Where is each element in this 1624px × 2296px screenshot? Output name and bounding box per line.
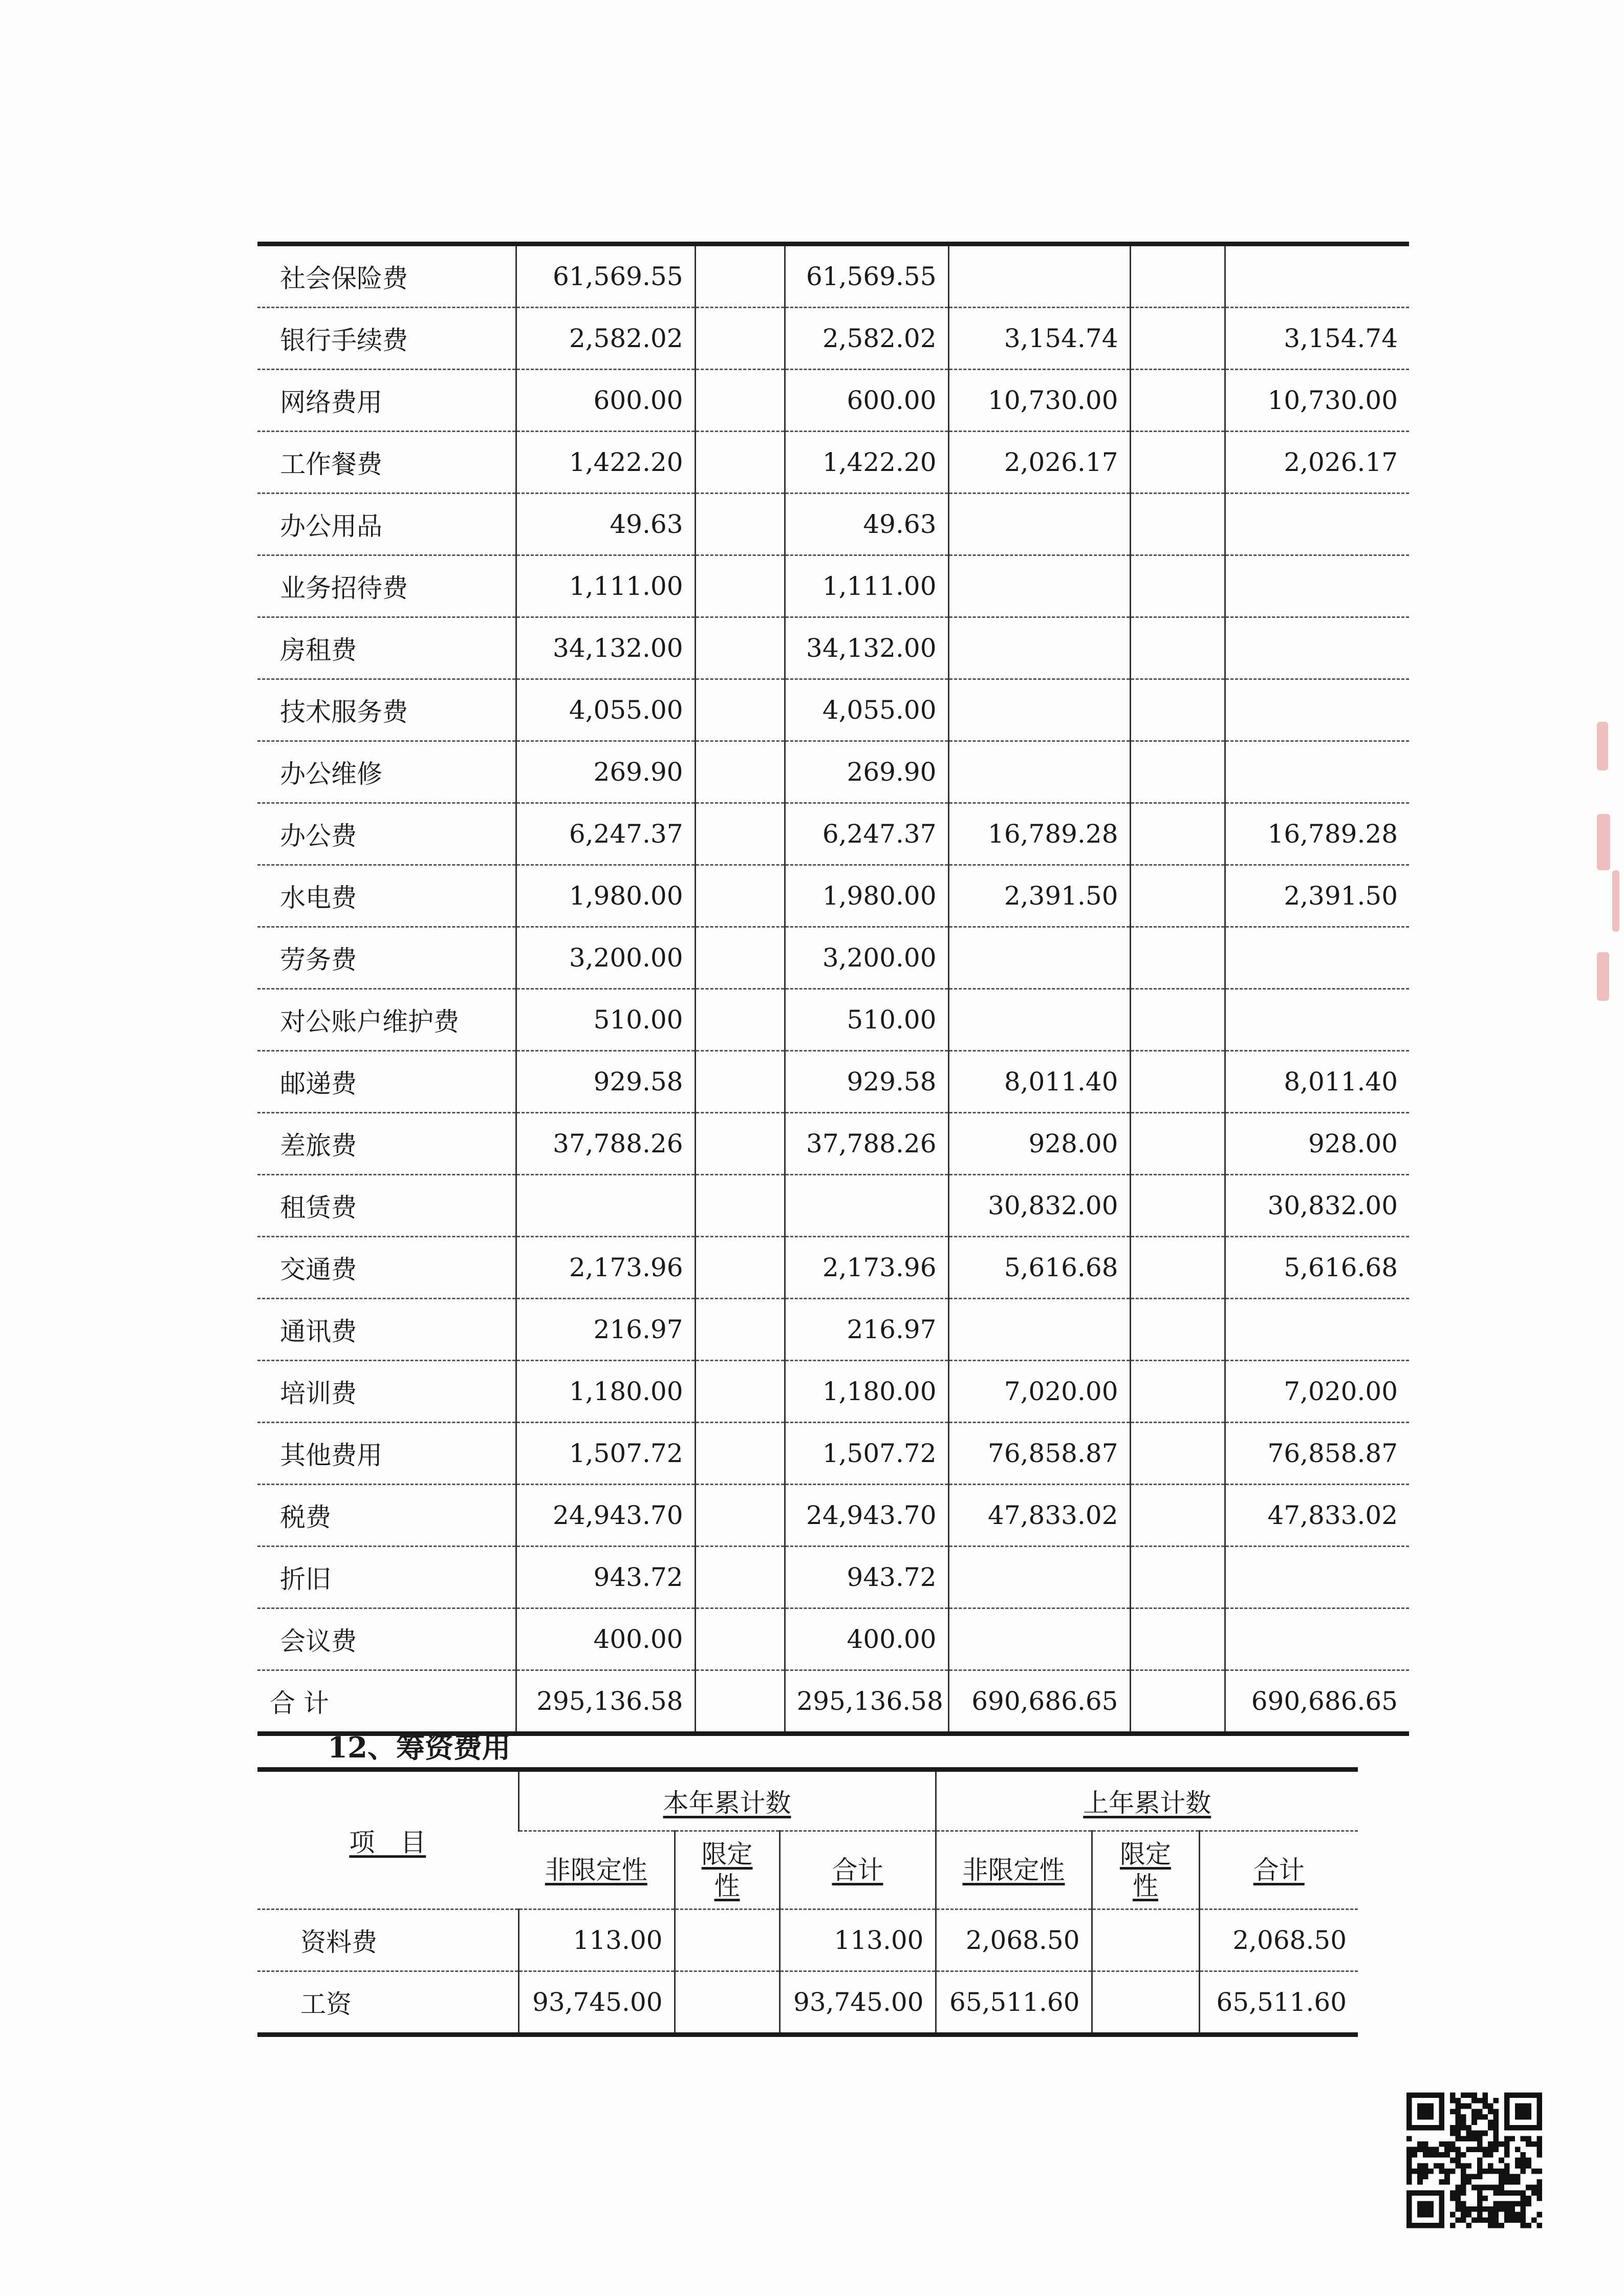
seal-fragment <box>1597 722 1608 770</box>
previous-total-cell <box>1225 741 1409 803</box>
previous-total-cell <box>1225 244 1409 308</box>
previous-total-cell <box>1225 679 1409 741</box>
current-total-cell: 1,180.00 <box>785 1361 948 1423</box>
current-unrestricted-cell: 2,582.02 <box>516 308 695 370</box>
expense-row <box>257 308 1409 370</box>
current-restricted-cell <box>675 1971 779 2035</box>
previous-unrestricted-cell: 16,789.28 <box>948 803 1130 865</box>
item-cell: 租赁费 <box>257 1175 516 1237</box>
previous-unrestricted-cell <box>948 679 1130 741</box>
current-restricted-cell <box>695 1299 785 1361</box>
previous-restricted-cell <box>1130 1608 1225 1670</box>
current-total-cell: 1,507.72 <box>785 1423 948 1485</box>
current-restricted-cell <box>695 679 785 741</box>
previous-total-cell: 10,730.00 <box>1225 370 1409 432</box>
current-unrestricted-cell: 113.00 <box>518 1909 675 1971</box>
current-total-cell: 1,111.00 <box>785 555 948 617</box>
previous-total-cell: 690,686.65 <box>1225 1670 1409 1734</box>
previous-restricted-cell <box>1130 803 1225 865</box>
previous-restricted-cell <box>1130 493 1225 555</box>
previous-unrestricted-cell: 30,832.00 <box>948 1175 1130 1237</box>
expense-row <box>257 555 1409 617</box>
previous-unrestricted-cell: 690,686.65 <box>948 1670 1130 1734</box>
current-total-cell: 93,745.00 <box>779 1971 936 2035</box>
previous-unrestricted-cell: 3,154.74 <box>948 308 1130 370</box>
previous-total-cell: 2,026.17 <box>1225 432 1409 493</box>
current-unrestricted-cell: 1,980.00 <box>516 865 695 927</box>
previous-restricted-cell <box>1130 370 1225 432</box>
previous-restricted-cell <box>1130 927 1225 989</box>
previous-total-cell: 5,616.68 <box>1225 1237 1409 1299</box>
current-restricted-cell <box>695 1175 785 1237</box>
previous-restricted-cell <box>1092 1971 1199 2035</box>
financing-expense-table <box>257 1767 1358 2037</box>
previous-unrestricted-cell: 47,833.02 <box>948 1485 1130 1547</box>
expense-row <box>257 244 1409 308</box>
current-restricted-cell <box>695 1423 785 1485</box>
previous-total-cell: 2,391.50 <box>1225 865 1409 927</box>
current-unrestricted-cell: 929.58 <box>516 1051 695 1113</box>
previous-total-cell <box>1225 617 1409 679</box>
previous-total-cell <box>1225 1547 1409 1608</box>
expense-row <box>257 1237 1409 1299</box>
previous-total-cell <box>1225 555 1409 617</box>
previous-restricted-cell <box>1130 432 1225 493</box>
seal-fragment <box>1612 870 1619 932</box>
current-restricted-cell <box>695 1670 785 1734</box>
expense-row <box>257 803 1409 865</box>
item-cell: 办公用品 <box>257 493 516 555</box>
previous-restricted-cell <box>1130 1670 1225 1734</box>
item-cell: 办公维修 <box>257 741 516 803</box>
current-unrestricted-cell: 269.90 <box>516 741 695 803</box>
current-restricted-cell <box>695 1547 785 1608</box>
previous-unrestricted-cell <box>948 1608 1130 1670</box>
expense-row <box>257 679 1409 741</box>
item-cell: 网络费用 <box>257 370 516 432</box>
previous-restricted-cell <box>1130 679 1225 741</box>
previous-unrestricted-cell <box>948 927 1130 989</box>
current-restricted-cell <box>695 432 785 493</box>
previous-unrestricted-cell <box>948 555 1130 617</box>
header-item: 项 目 <box>257 1770 518 1909</box>
item-cell: 培训费 <box>257 1361 516 1423</box>
current-unrestricted-cell: 295,136.58 <box>516 1670 695 1734</box>
header-previous-year: 上年累计数 <box>936 1770 1358 1831</box>
item-cell: 对公账户维护费 <box>257 989 516 1051</box>
expense-row <box>257 1299 1409 1361</box>
previous-restricted-cell <box>1130 1237 1225 1299</box>
previous-restricted-cell <box>1130 1175 1225 1237</box>
current-total-cell: 4,055.00 <box>785 679 948 741</box>
current-restricted-cell <box>695 1361 785 1423</box>
current-total-cell: 24,943.70 <box>785 1485 948 1547</box>
current-unrestricted-cell: 37,788.26 <box>516 1113 695 1175</box>
previous-restricted-cell <box>1130 1547 1225 1608</box>
current-total-cell: 943.72 <box>785 1547 948 1608</box>
current-unrestricted-cell: 24,943.70 <box>516 1485 695 1547</box>
previous-total-cell <box>1225 1608 1409 1670</box>
current-total-cell: 1,422.20 <box>785 432 948 493</box>
current-restricted-cell <box>695 865 785 927</box>
previous-total-cell: 928.00 <box>1225 1113 1409 1175</box>
item-cell: 劳务费 <box>257 927 516 989</box>
previous-total-cell <box>1225 1299 1409 1361</box>
header-prev-unrestricted: 非限定性 <box>936 1831 1092 1909</box>
previous-restricted-cell <box>1130 865 1225 927</box>
section-title: 12、筹资费用 <box>328 1731 511 1765</box>
current-total-cell: 113.00 <box>779 1909 936 1971</box>
current-total-cell: 600.00 <box>785 370 948 432</box>
current-restricted-cell <box>695 244 785 308</box>
current-restricted-cell <box>695 803 785 865</box>
previous-total-cell: 16,789.28 <box>1225 803 1409 865</box>
expense-row <box>257 1608 1409 1670</box>
current-unrestricted-cell: 61,569.55 <box>516 244 695 308</box>
expense-row <box>257 1113 1409 1175</box>
expense-row <box>257 741 1409 803</box>
previous-unrestricted-cell: 2,068.50 <box>936 1909 1092 1971</box>
item-cell: 会议费 <box>257 1608 516 1670</box>
current-total-cell <box>785 1175 948 1237</box>
expense-row <box>257 1547 1409 1608</box>
current-unrestricted-cell <box>516 1175 695 1237</box>
previous-unrestricted-cell: 10,730.00 <box>948 370 1130 432</box>
financing-row <box>257 1971 1358 2035</box>
previous-total-cell: 47,833.02 <box>1225 1485 1409 1547</box>
header-current-year: 本年累计数 <box>518 1770 936 1831</box>
previous-unrestricted-cell <box>948 493 1130 555</box>
current-restricted-cell <box>695 989 785 1051</box>
seal-fragment <box>1597 952 1609 1001</box>
expense-row <box>257 1051 1409 1113</box>
expense-row <box>257 927 1409 989</box>
current-restricted-cell <box>695 555 785 617</box>
previous-total-cell <box>1225 493 1409 555</box>
header-cur-total: 合计 <box>779 1831 936 1909</box>
current-restricted-cell <box>695 617 785 679</box>
seal-fragment <box>1597 814 1610 870</box>
expense-row <box>257 989 1409 1051</box>
previous-unrestricted-cell: 76,858.87 <box>948 1423 1130 1485</box>
header-row-groups <box>257 1770 1358 1831</box>
current-unrestricted-cell: 400.00 <box>516 1608 695 1670</box>
previous-unrestricted-cell: 5,616.68 <box>948 1237 1130 1299</box>
previous-restricted-cell <box>1130 1051 1225 1113</box>
current-total-cell: 37,788.26 <box>785 1113 948 1175</box>
current-total-cell: 34,132.00 <box>785 617 948 679</box>
current-unrestricted-cell: 600.00 <box>516 370 695 432</box>
previous-unrestricted-cell <box>948 1299 1130 1361</box>
previous-total-cell: 8,011.40 <box>1225 1051 1409 1113</box>
previous-restricted-cell <box>1130 989 1225 1051</box>
previous-unrestricted-cell <box>948 244 1130 308</box>
expense-row <box>257 1670 1409 1734</box>
current-total-cell: 1,980.00 <box>785 865 948 927</box>
current-unrestricted-cell: 34,132.00 <box>516 617 695 679</box>
previous-unrestricted-cell <box>948 989 1130 1051</box>
expense-row <box>257 1423 1409 1485</box>
previous-unrestricted-cell: 65,511.60 <box>936 1971 1092 2035</box>
item-cell: 技术服务费 <box>257 679 516 741</box>
expense-row <box>257 432 1409 493</box>
previous-restricted-cell <box>1130 617 1225 679</box>
current-total-cell: 269.90 <box>785 741 948 803</box>
expense-row <box>257 1485 1409 1547</box>
previous-restricted-cell <box>1130 244 1225 308</box>
previous-restricted-cell <box>1130 741 1225 803</box>
current-unrestricted-cell: 1,180.00 <box>516 1361 695 1423</box>
current-total-cell: 216.97 <box>785 1299 948 1361</box>
previous-restricted-cell <box>1130 308 1225 370</box>
previous-unrestricted-cell: 2,391.50 <box>948 865 1130 927</box>
current-total-cell: 2,582.02 <box>785 308 948 370</box>
current-unrestricted-cell: 3,200.00 <box>516 927 695 989</box>
header-cur-restricted: 限定 性 <box>675 1831 779 1909</box>
current-restricted-cell <box>695 927 785 989</box>
current-unrestricted-cell: 943.72 <box>516 1547 695 1608</box>
previous-unrestricted-cell: 7,020.00 <box>948 1361 1130 1423</box>
qr-code-icon <box>1406 2091 1542 2229</box>
item-cell: 资料费 <box>257 1909 518 1971</box>
expense-row <box>257 370 1409 432</box>
previous-restricted-cell <box>1130 1485 1225 1547</box>
current-total-cell: 61,569.55 <box>785 244 948 308</box>
current-total-cell: 295,136.58 <box>785 1670 948 1734</box>
previous-restricted-cell <box>1130 555 1225 617</box>
current-restricted-cell <box>695 1113 785 1175</box>
item-cell: 通讯费 <box>257 1299 516 1361</box>
expense-table <box>257 242 1409 1736</box>
previous-total-cell <box>1225 927 1409 989</box>
item-cell: 差旅费 <box>257 1113 516 1175</box>
current-total-cell: 49.63 <box>785 493 948 555</box>
current-unrestricted-cell: 4,055.00 <box>516 679 695 741</box>
previous-unrestricted-cell: 928.00 <box>948 1113 1130 1175</box>
expense-row <box>257 1361 1409 1423</box>
current-restricted-cell <box>695 493 785 555</box>
current-total-cell: 6,247.37 <box>785 803 948 865</box>
current-restricted-cell <box>695 1608 785 1670</box>
previous-total-cell: 7,020.00 <box>1225 1361 1409 1423</box>
current-restricted-cell <box>675 1909 779 1971</box>
expense-row <box>257 1175 1409 1237</box>
previous-unrestricted-cell: 8,011.40 <box>948 1051 1130 1113</box>
previous-total-cell: 3,154.74 <box>1225 308 1409 370</box>
current-unrestricted-cell: 2,173.96 <box>516 1237 695 1299</box>
current-unrestricted-cell: 510.00 <box>516 989 695 1051</box>
current-total-cell: 400.00 <box>785 1608 948 1670</box>
previous-unrestricted-cell: 2,026.17 <box>948 432 1130 493</box>
current-restricted-cell <box>695 370 785 432</box>
expense-row <box>257 865 1409 927</box>
previous-unrestricted-cell <box>948 1547 1130 1608</box>
current-unrestricted-cell: 49.63 <box>516 493 695 555</box>
item-cell: 银行手续费 <box>257 308 516 370</box>
previous-restricted-cell <box>1130 1423 1225 1485</box>
expense-row <box>257 617 1409 679</box>
item-cell: 办公费 <box>257 803 516 865</box>
previous-unrestricted-cell <box>948 741 1130 803</box>
current-unrestricted-cell: 1,507.72 <box>516 1423 695 1485</box>
financing-row <box>257 1909 1358 1971</box>
expense-row <box>257 493 1409 555</box>
current-total-cell: 929.58 <box>785 1051 948 1113</box>
previous-restricted-cell <box>1130 1113 1225 1175</box>
item-cell: 折旧 <box>257 1547 516 1608</box>
current-restricted-cell <box>695 308 785 370</box>
previous-unrestricted-cell <box>948 617 1130 679</box>
item-cell: 工资 <box>300 1989 352 2019</box>
current-unrestricted-cell: 216.97 <box>516 1299 695 1361</box>
previous-total-cell: 30,832.00 <box>1225 1175 1409 1237</box>
header-prev-restricted: 限定 性 <box>1092 1831 1199 1909</box>
previous-total-cell: 2,068.50 <box>1199 1909 1358 1971</box>
current-restricted-cell <box>695 1485 785 1547</box>
previous-restricted-cell <box>1130 1299 1225 1361</box>
previous-restricted-cell <box>1130 1361 1225 1423</box>
item-cell: 合 计 <box>270 1688 329 1718</box>
current-restricted-cell <box>695 1237 785 1299</box>
item-cell: 房租费 <box>257 617 516 679</box>
item-cell: 业务招待费 <box>257 555 516 617</box>
current-unrestricted-cell: 1,422.20 <box>516 432 695 493</box>
current-total-cell: 2,173.96 <box>785 1237 948 1299</box>
item-cell: 其他费用 <box>257 1423 516 1485</box>
previous-total-cell: 65,511.60 <box>1199 1971 1358 2035</box>
current-unrestricted-cell: 1,111.00 <box>516 555 695 617</box>
item-cell: 工作餐费 <box>257 432 516 493</box>
previous-restricted-cell <box>1092 1909 1199 1971</box>
current-unrestricted-cell: 93,745.00 <box>518 1971 675 2035</box>
item-cell: 交通费 <box>257 1237 516 1299</box>
previous-total-cell: 76,858.87 <box>1225 1423 1409 1485</box>
item-cell: 邮递费 <box>257 1051 516 1113</box>
current-restricted-cell <box>695 741 785 803</box>
current-unrestricted-cell: 6,247.37 <box>516 803 695 865</box>
current-total-cell: 3,200.00 <box>785 927 948 989</box>
current-total-cell: 510.00 <box>785 989 948 1051</box>
header-prev-total: 合计 <box>1199 1831 1358 1909</box>
item-cell: 社会保险费 <box>257 244 516 308</box>
item-cell: 水电费 <box>257 865 516 927</box>
header-cur-unrestricted: 非限定性 <box>518 1831 675 1909</box>
item-cell: 税费 <box>257 1485 516 1547</box>
previous-total-cell <box>1225 989 1409 1051</box>
current-restricted-cell <box>695 1051 785 1113</box>
